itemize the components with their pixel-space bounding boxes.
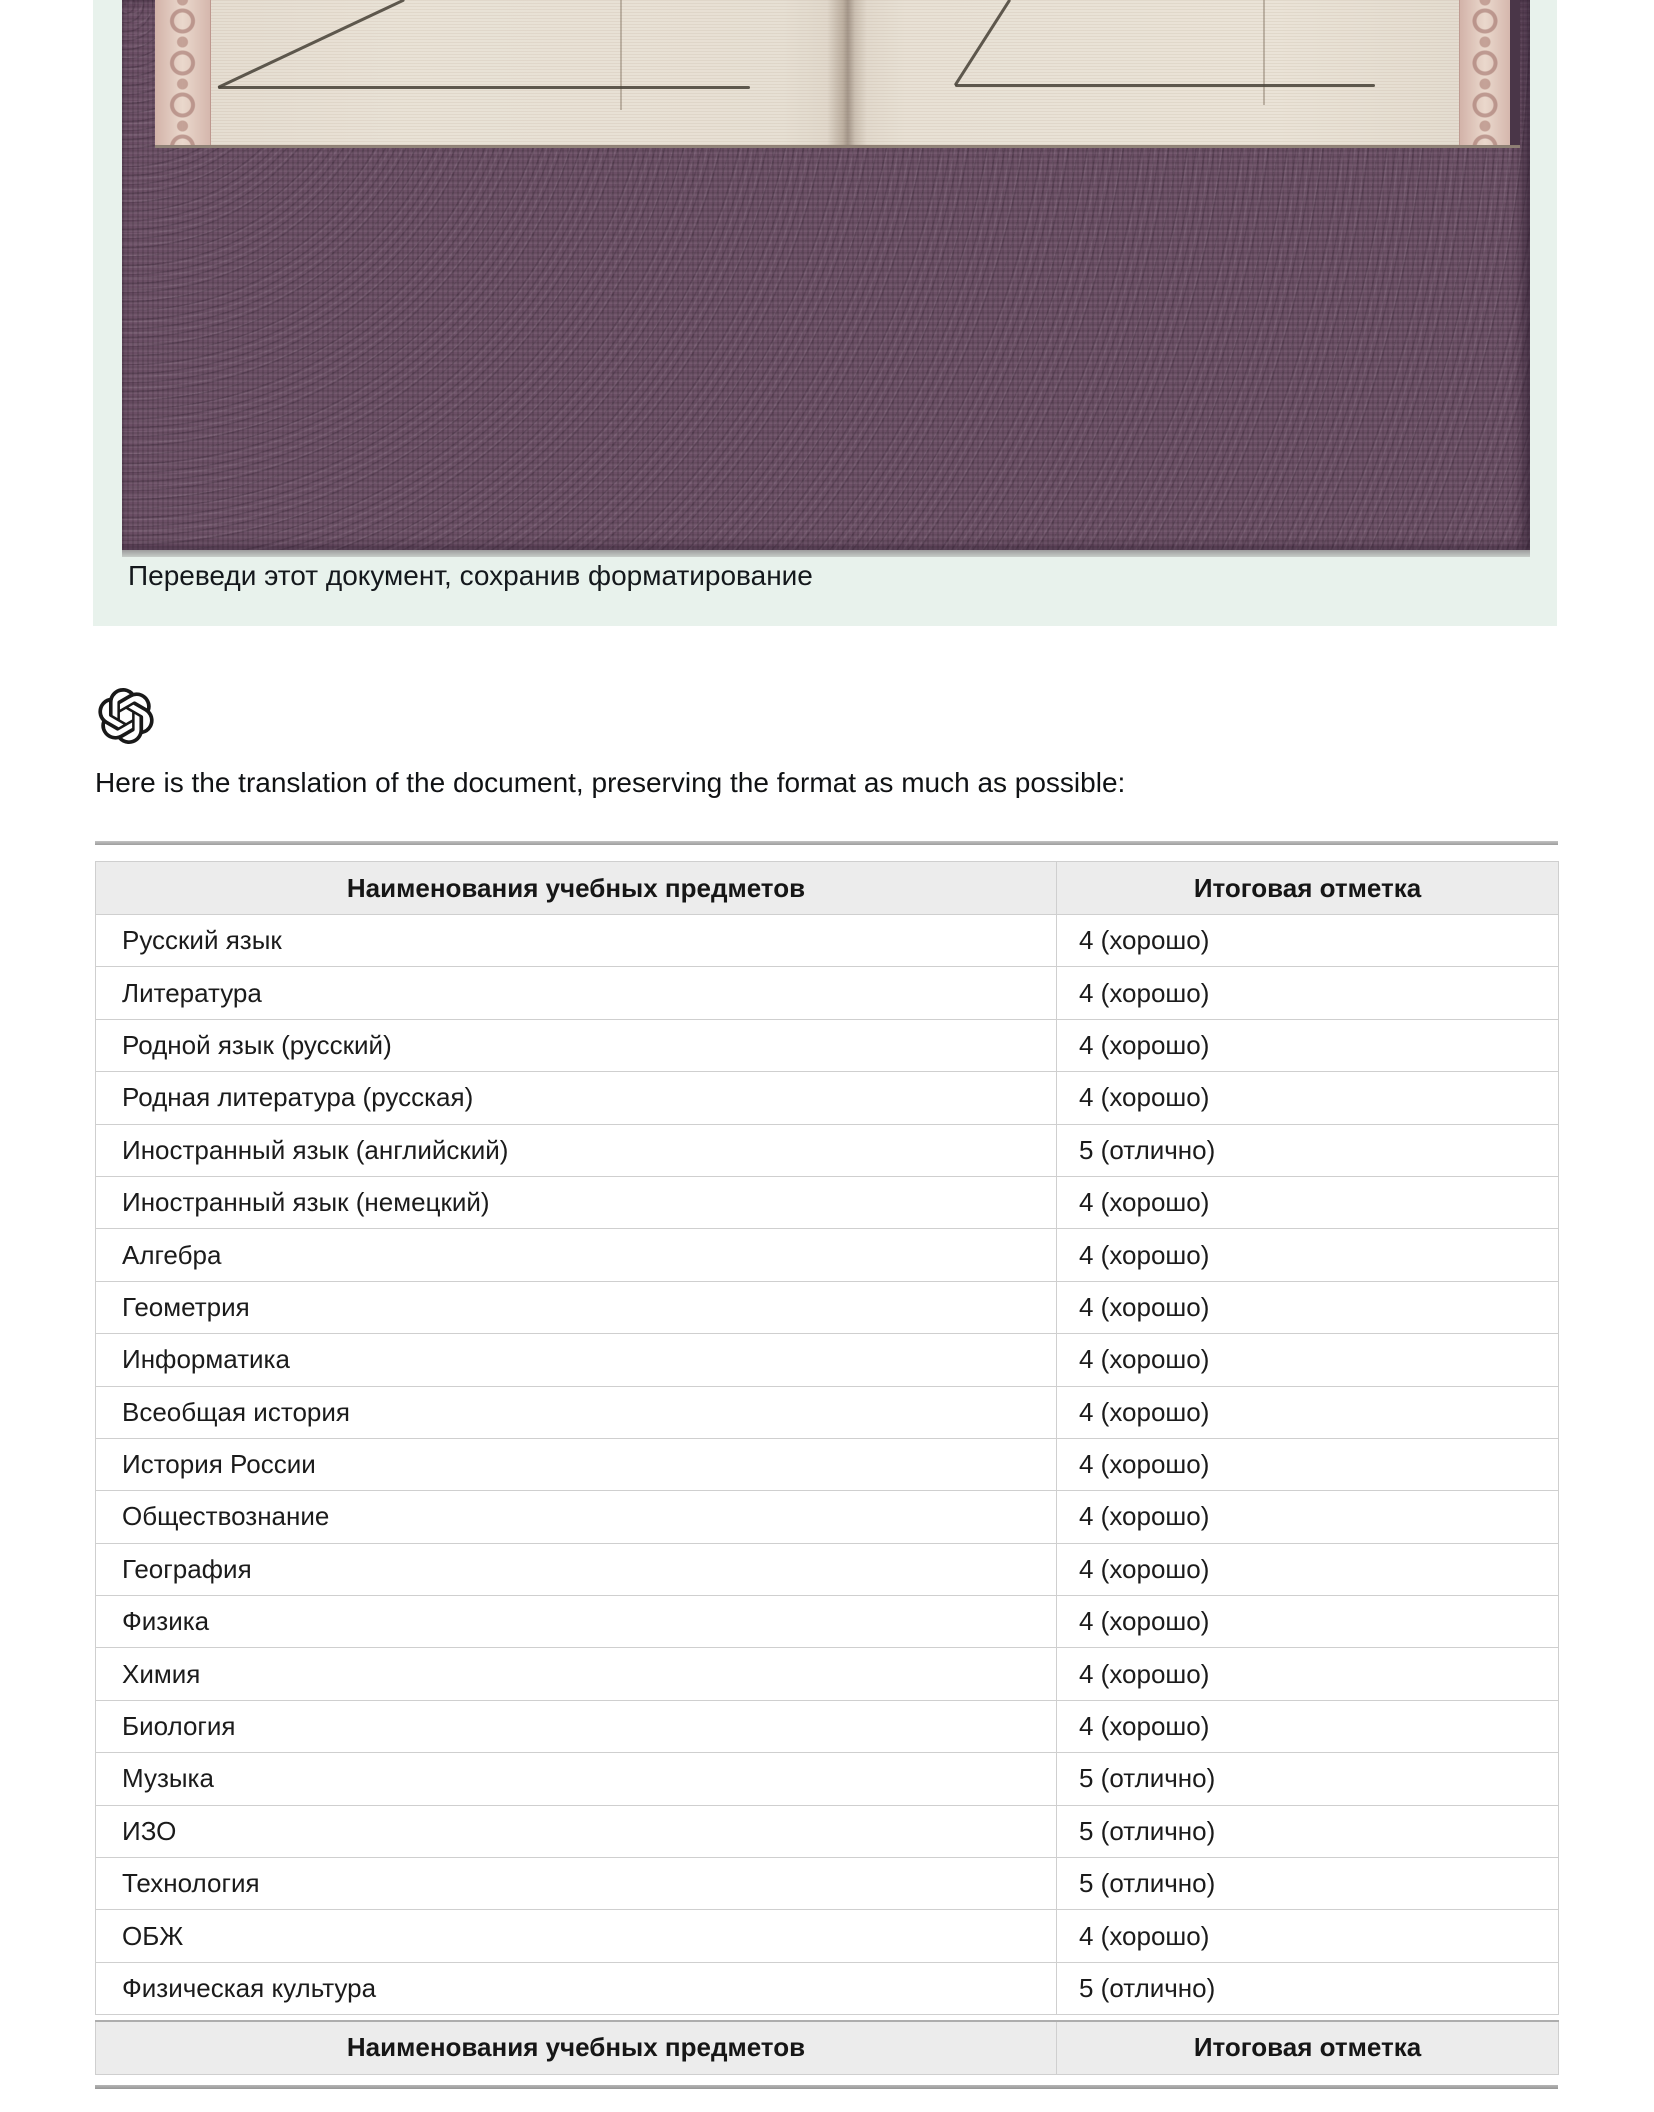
user-message-text: Переведи этот документ, сохранив форматирование bbox=[128, 560, 813, 591]
column-header-subjects: Наименования учебных предметов bbox=[96, 2021, 1057, 2074]
subject-cell: Обществознание bbox=[96, 1491, 1057, 1543]
grade-cell: 4 (хорошо) bbox=[1057, 967, 1559, 1019]
table-row bbox=[96, 1543, 1559, 1595]
table-row bbox=[96, 1805, 1559, 1857]
grades-table-body bbox=[96, 915, 1559, 2015]
strikeout-line bbox=[955, 84, 1375, 87]
grades-table bbox=[95, 861, 1559, 2015]
table-row bbox=[96, 1072, 1559, 1124]
table-bottom-divider bbox=[95, 2085, 1558, 2089]
grade-cell: 4 (хорошо) bbox=[1057, 1386, 1559, 1438]
subject-cell: Родная литература (русская) bbox=[96, 1072, 1057, 1124]
subject-cell: Музыка bbox=[96, 1753, 1057, 1805]
user-message-bubble bbox=[93, 0, 1557, 626]
table-row bbox=[96, 1229, 1559, 1281]
subject-cell: Русский язык bbox=[96, 915, 1057, 967]
guilloche-border-right bbox=[1459, 0, 1510, 145]
grade-cell: 4 (хорошо) bbox=[1057, 1176, 1559, 1228]
grade-cell: 4 (хорошо) bbox=[1057, 1438, 1559, 1490]
subject-cell: Иностранный язык (английский) bbox=[96, 1124, 1057, 1176]
page-crease bbox=[620, 0, 622, 110]
grade-cell: 4 (хорошо) bbox=[1057, 1334, 1559, 1386]
grade-cell: 5 (отлично) bbox=[1057, 1962, 1559, 2014]
subject-cell: Всеобщая история bbox=[96, 1386, 1057, 1438]
table-row bbox=[96, 1753, 1559, 1805]
table-row bbox=[96, 1019, 1559, 1071]
table-row bbox=[96, 1648, 1559, 1700]
column-header-subjects: Наименования учебных предметов bbox=[96, 862, 1057, 915]
table-row bbox=[96, 915, 1559, 967]
table-row bbox=[96, 1910, 1559, 1962]
page-crease bbox=[1263, 0, 1265, 105]
attached-document-photo[interactable] bbox=[122, 0, 1530, 550]
strikeout-line bbox=[218, 86, 750, 89]
grade-cell: 4 (хорошо) bbox=[1057, 1019, 1559, 1071]
grade-cell: 4 (хорошо) bbox=[1057, 1281, 1559, 1333]
subject-cell: Родной язык (русский) bbox=[96, 1019, 1057, 1071]
grade-cell: 4 (хорошо) bbox=[1057, 1072, 1559, 1124]
booklet-edge bbox=[1510, 0, 1520, 145]
subject-cell: Технология bbox=[96, 1858, 1057, 1910]
grades-table-repeated-header bbox=[95, 2020, 1559, 2075]
grade-cell: 4 (хорошо) bbox=[1057, 1700, 1559, 1752]
table-row bbox=[96, 1124, 1559, 1176]
subject-cell: Иностранный язык (немецкий) bbox=[96, 1176, 1057, 1228]
grade-cell: 5 (отлично) bbox=[1057, 1805, 1559, 1857]
table-row bbox=[96, 1176, 1559, 1228]
grade-cell: 4 (хорошо) bbox=[1057, 1229, 1559, 1281]
subject-cell: Информатика bbox=[96, 1334, 1057, 1386]
subject-cell: ИЗО bbox=[96, 1805, 1057, 1857]
booklet-gutter-fold bbox=[827, 0, 867, 145]
table-top-divider bbox=[95, 841, 1558, 845]
grade-cell: 5 (отлично) bbox=[1057, 1124, 1559, 1176]
table-row bbox=[96, 1491, 1559, 1543]
grade-cell: 4 (хорошо) bbox=[1057, 1648, 1559, 1700]
certificate-pages bbox=[155, 0, 1520, 148]
table-row bbox=[96, 1700, 1559, 1752]
grade-cell: 4 (хорошо) bbox=[1057, 1491, 1559, 1543]
assistant-intro-text: Here is the translation of the document, preserving the format as much as possible: bbox=[95, 767, 1126, 798]
subject-cell: История России bbox=[96, 1438, 1057, 1490]
strikeout-line bbox=[217, 0, 405, 89]
table-row bbox=[96, 1962, 1559, 2014]
subject-cell: Химия bbox=[96, 1648, 1057, 1700]
column-header-grade: Итоговая отметка bbox=[1057, 2021, 1559, 2074]
grade-cell: 4 (хорошо) bbox=[1057, 1596, 1559, 1648]
subject-cell: Геометрия bbox=[96, 1281, 1057, 1333]
table-row bbox=[96, 1386, 1559, 1438]
strikeout-line bbox=[954, 0, 1011, 86]
subject-cell: География bbox=[96, 1543, 1057, 1595]
table-row bbox=[96, 1281, 1559, 1333]
grades-table-footer-row bbox=[96, 2021, 1559, 2074]
column-header-grade: Итоговая отметка bbox=[1057, 862, 1559, 915]
guilloche-border-left bbox=[155, 0, 211, 145]
grade-cell: 5 (отлично) bbox=[1057, 1753, 1559, 1805]
table-row bbox=[96, 1596, 1559, 1648]
subject-cell: Алгебра bbox=[96, 1229, 1057, 1281]
grades-table-header-row bbox=[96, 862, 1559, 915]
openai-logo-icon bbox=[98, 687, 154, 745]
grade-cell: 4 (хорошо) bbox=[1057, 915, 1559, 967]
table-row bbox=[96, 967, 1559, 1019]
table-row bbox=[96, 1438, 1559, 1490]
grade-cell: 4 (хорошо) bbox=[1057, 1910, 1559, 1962]
table-row bbox=[96, 1334, 1559, 1386]
grade-cell: 5 (отлично) bbox=[1057, 1858, 1559, 1910]
grade-cell: 4 (хорошо) bbox=[1057, 1543, 1559, 1595]
subject-cell: ОБЖ bbox=[96, 1910, 1057, 1962]
subject-cell: Физика bbox=[96, 1596, 1057, 1648]
subject-cell: Литература bbox=[96, 967, 1057, 1019]
table-row bbox=[96, 1858, 1559, 1910]
subject-cell: Биология bbox=[96, 1700, 1057, 1752]
subject-cell: Физическая культура bbox=[96, 1962, 1057, 2014]
